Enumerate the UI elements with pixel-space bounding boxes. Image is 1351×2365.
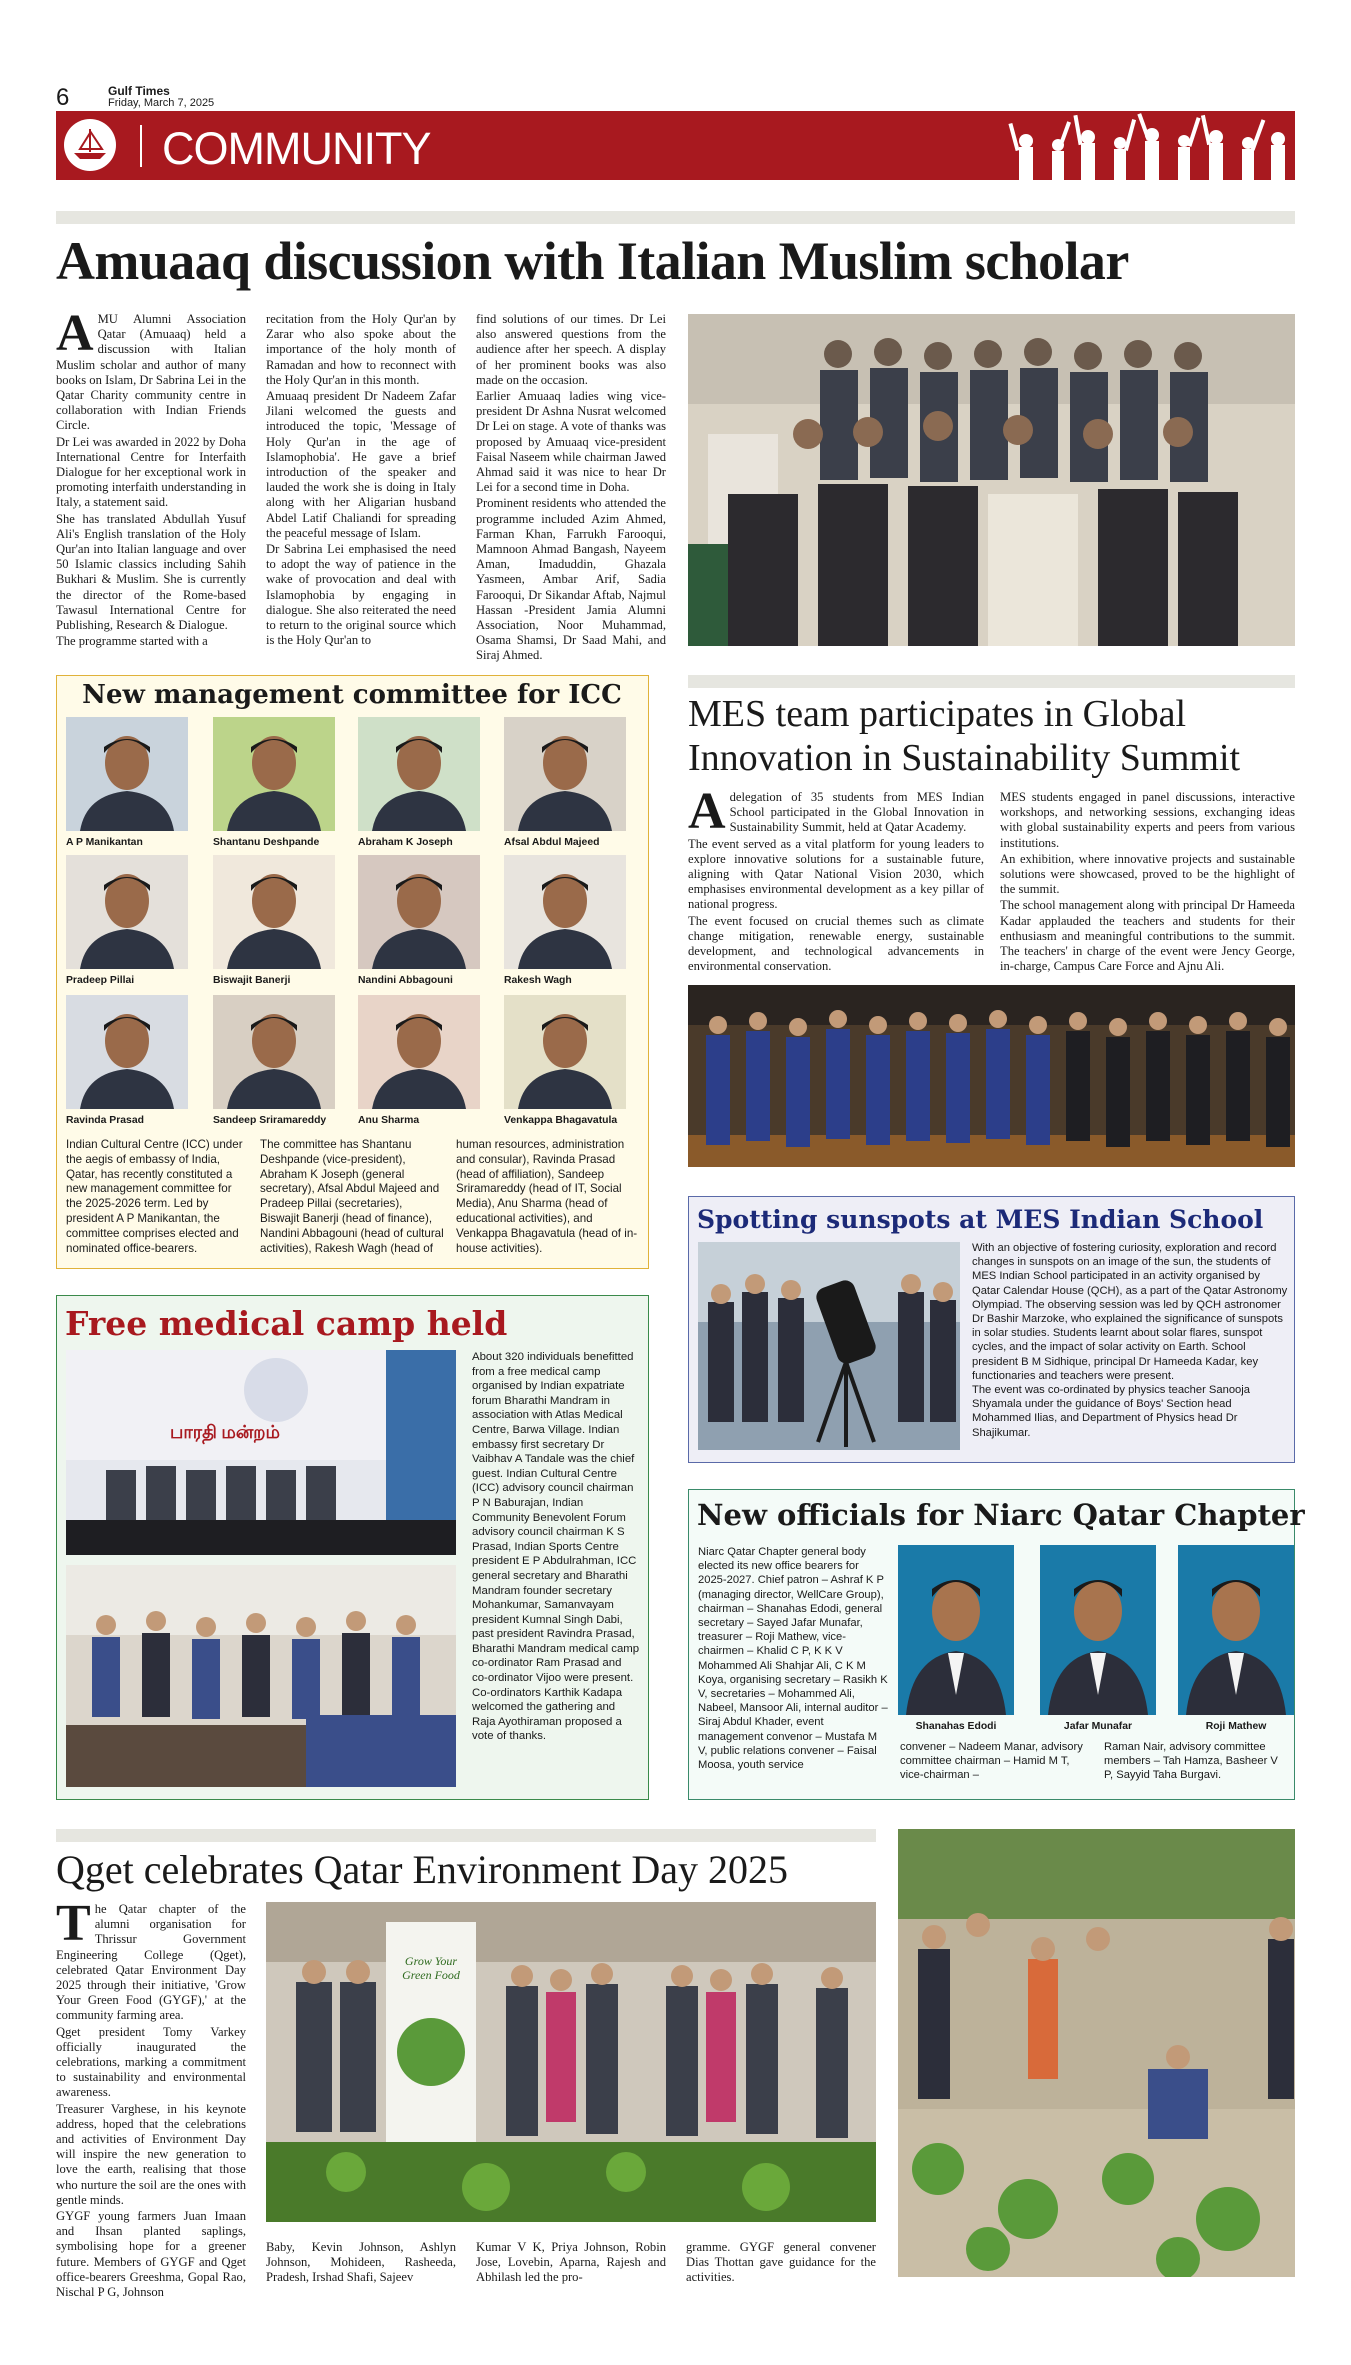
paragraph: Earlier Amuaaq ladies wing vice-president Dr Ashna Nusrat welcomed Dr Lei on stage. A vote of thanks was proposed by Amuaaq vice-president Faisal Naseem while chairman Jawed Ahmad said it was nice to hear Dr Lei for a second time in Doha. (476, 389, 666, 495)
qget-garden-photo (898, 1829, 1295, 2277)
paragraph: The event was co-ordinated by physics teacher Sanooja Shyamala under the guidance of Boys' Section head Mohammed Ilias, and Department of Physics head Dr Shajikumar. (972, 1384, 1250, 1439)
member-portrait (358, 855, 480, 969)
niarc-column-1: Niarc Qatar Chapter general body elected its new office bearers for 2025-2027. Chief patron – Ashraf K P (managing director, WellCare Group), chairman – Shanahas Edodi, general secretary – Sayed Jafar Munafar, treasurer – Roji Mathew, vice-chairmen – Khalid C P, K K V Mohammed Ali Shahjar Ali, C K M Koya, organising secretary – Rasikh K V, secretaries – Mohammed Ali, Nabeel, Mansoor Ali, internal auditor – Siraj Abdul Khader, event management convenor – Mustafa M V, public relations convener – Faisal Moosa, youth service (698, 1546, 888, 1772)
paragraph: he Qatar chapter of the alumni organisation for Thrissur Government Engineering College (Qget), celebrated Qatar Environment Day 2025 through their initiative, 'Grow Your Green Food (GYGF),' at the community farming area. (56, 1902, 246, 2023)
icc-member (504, 995, 626, 1126)
member-name: Shantanu Deshpande (213, 837, 320, 848)
member-portrait (358, 717, 480, 831)
drop-cap: A (688, 783, 726, 840)
icc-member (358, 717, 480, 848)
amuaaq-column-1 (56, 305, 246, 650)
sunspots-body (972, 1241, 1288, 1440)
official-name: Shanahas Edodi (915, 1721, 997, 1732)
publication-name: Gulf Times (108, 84, 170, 98)
paragraph: GYGF young farmers Juan Imaan and Ihsan planted saplings, symbolising hope for a greener future. Members of GYGF and Qget office-bearers Greeshma, Gopal Rao, Nischal P G, Johnson (56, 2209, 246, 2300)
official-portrait (1040, 1545, 1156, 1715)
amuaaq-headline: Amuaaq discussion with Italian Muslim scholar (56, 231, 1129, 291)
amuaaq-column-3 (476, 312, 666, 665)
icc-member (66, 855, 188, 986)
paragraph: The event focused on crucial themes such as climate change mitigation, renewable energy, sustainable development, and technological advancements in environmental conservation. (688, 913, 984, 974)
publication-date: Friday, March 7, 2025 (108, 97, 215, 109)
official-portrait (898, 1545, 1014, 1715)
member-portrait (504, 717, 626, 831)
member-name: Rakesh Wagh (504, 975, 572, 986)
official-portrait (1178, 1545, 1294, 1715)
paragraph: MU Alumni Association Qatar (Amuaaq) held a discussion with Italian Muslim scholar and author of many books on Islam, Dr Sabrina Lei in the Qatar Charity community centre in collaboration with Indian Friends Circle. (56, 312, 246, 433)
paragraph: The school management along with principal Dr Hameeda Kadar applauded the teachers and students for their enthusiasm and meaningful contributions to the summit. The teachers' in charge of the event were Jency George, in-charge, Campus Care Force and Ajnu Ali. (1000, 898, 1295, 974)
section-title: COMMUNITY (162, 123, 431, 174)
member-name: Sandeep Sriramareddy (213, 1115, 327, 1126)
icc-member (213, 855, 335, 986)
paragraph: delegation of 35 students from MES Indian School participated in the Global Innovation in Sustainability Summit, held at Qatar Academy. (729, 790, 984, 835)
icc-member (66, 995, 188, 1126)
medical-headline: Free medical camp held (65, 1304, 508, 1343)
paragraph: MES students engaged in panel discussions, interactive workshops, and networking sessions, exchanging ideas with global sustainability experts and peers from various institutions. (1000, 790, 1295, 850)
member-name: Anu Sharma (358, 1115, 420, 1126)
paragraph: Amuaaq president Dr Nadeem Zafar Jilani welcomed the guests and introduced the topic, 'Message of Holy Qur'an in the age of Islamophobia'. He gave a brief introduction of the speaker and lauded the work she is doing in Italy along with her Aligarian husband Abdel Latif Chaliandi for spreading the peaceful message of Islam. (266, 389, 456, 540)
member-portrait (358, 995, 480, 1109)
icc-column-1: Indian Cultural Centre (ICC) under the aegis of embassy of India, Qatar, has recently constituted a new management committee for the 2025-2026 term. Led by president A P Manikantan, the committee comprises elected and nominated office-bearers. (66, 1138, 243, 1255)
amuaaq-column-2 (266, 312, 456, 649)
member-portrait (213, 717, 335, 831)
member-portrait (66, 995, 188, 1109)
icc-member (358, 855, 480, 986)
mes-column-2 (1000, 790, 1295, 975)
icc-member (213, 717, 335, 848)
mes-headline-line-1: MES team participates in Global (688, 693, 1187, 735)
drop-cap: T (56, 1895, 91, 1952)
member-portrait (504, 995, 626, 1109)
mes-headline-line-2: Innovation in Sustainability Summit (688, 737, 1241, 779)
medical-banner-text: பாரதி மன்றம் (170, 1422, 281, 1442)
member-portrait (504, 855, 626, 969)
niarc-headline: New officials for Niarc Qatar Chapter (697, 1498, 1305, 1532)
mes-column-1 (688, 783, 984, 975)
story-rule (56, 1829, 876, 1842)
paragraph: Treasurer Varghese, in his keynote address, hoped that the celebrations and activities of Environment Day will inspire the new generation to love the earth, realising that those who nurture the soil are the ones with gentle minds. (56, 2101, 246, 2207)
banner-divider (140, 125, 142, 167)
drop-cap: A (56, 305, 94, 362)
paragraph: recitation from the Holy Qur'an by Zarar who also spoke about the importance of the holy month of Ramadan and how to reconnect with the Holy Qur'an in this month. (266, 312, 456, 387)
qget-headline: Qget celebrates Qatar Environment Day 2025 (56, 1847, 788, 1892)
paragraph: Dr Lei was awarded in 2022 by Doha International Centre for Interfaith Dialogue for her exceptional work in promoting interfaith understanding in Italy, a statement said. (56, 434, 246, 510)
section-banner (56, 111, 1295, 180)
icc-column-2: The committee has Shantanu Deshpande (vice-president), Abraham K Joseph (general secretary), Afsal Abdul Majeed and Pradeep Pillai (secretaries), Biswajit Banerji (head of finance), Nandini Abbagouni (head of cultural activities), Rakesh Wagh (head of (260, 1138, 444, 1255)
story-rule (56, 211, 1295, 224)
qget-banner-title: Grow Your Green Food (402, 1954, 460, 1982)
niarc-official (1040, 1545, 1156, 1732)
qget-column-3: Kumar V K, Priya Johnson, Robin Jose, Lovebin, Aparna, Rajesh and Abhilash led the pro- (476, 2240, 666, 2285)
mes-summit-photo (688, 985, 1295, 1167)
sunspots-headline: Spotting sunspots at MES Indian School (697, 1205, 1264, 1234)
paragraph: With an objective of fostering curiosity, exploration and record changes in sunspots on an image of the sun, the students of MES Indian School participated in an activity organised by Qatar Calendar House (QCH), as a part of the Qatar Astronomy Olympiad. The observing session was led by QCH astronomer Dr Bashir Marzoke, who explained the significance of sunspots in solar studies. Students learnt about solar flares, sunspot cycles, and the impact of solar activity on Earth. School president B M Sidhique, principal Dr Hameeda Kadar, key functionaries and teachers were present. (972, 1242, 1288, 1382)
icc-member (358, 995, 480, 1126)
medical-camp-photo-1 (66, 1350, 456, 1555)
paragraph: Qget president Tomy Varkey officially inaugurated the celebrations, marking a commitment to sustainability and environmental awareness. (56, 2024, 246, 2100)
page-number: 6 (56, 84, 70, 111)
niarc-column-3: Raman Nair, advisory committee members – Tah Hamza, Basheer V P, Sayyid Taha Burgavi. (1104, 1741, 1278, 1782)
sunspots-photo (698, 1242, 960, 1450)
qget-column-4: gramme. GYGF general convener Dias Thottan gave guidance for the activities. (686, 2240, 876, 2285)
paragraph: Prominent residents who attended the programme included Azim Ahmed, Farman Khan, Farrukh Farooqui, Mamnoon Ahmad Bangash, Nayeem Aman, Imaduddin, Ghazala Yasmeen, Ambar Arif, Sadia Farooqui, Dr Sikandar Aftab, Najmul Hassan -President Jamia Alumni Association, Noor Muhammad, Osama Shamsi, Dr Saad Mahi, and Siraj Ahmed. (476, 496, 666, 663)
icc-headline: New management committee for ICC (82, 680, 622, 710)
paragraph: She has translated Abdullah Yusuf Ali's English translation of the Holy Qur'an into Italian language and over 50 Islamic classics including Sahih Bukhari & Muslim. She is currently the director of the Rome-based Tawasul International Centre for Publishing, Research & Dialogue. (56, 511, 246, 633)
icc-member (504, 855, 626, 986)
icc-member (213, 995, 335, 1126)
niarc-column-2: convener – Nadeem Manar, advisory committee chairman – Hamid M T, vice-chairman – (900, 1741, 1083, 1782)
member-portrait (66, 717, 188, 831)
ship-icon (64, 119, 116, 171)
medical-camp-photo-2 (66, 1565, 456, 1787)
paragraph: The programme started with a (56, 634, 208, 649)
niarc-official (1178, 1545, 1294, 1732)
qget-column-1 (56, 1895, 246, 2301)
amuaaq-group-photo (688, 314, 1295, 646)
official-name: Jafar Munafar (1063, 1721, 1133, 1732)
member-portrait (213, 855, 335, 969)
member-name: A P Manikantan (66, 837, 143, 848)
crowd-silhouette (996, 111, 1295, 180)
icc-member (504, 717, 626, 848)
member-portrait (213, 995, 335, 1109)
official-name: Roji Mathew (1205, 1721, 1267, 1732)
paragraph: The event served as a vital platform for young leaders to explore innovative solutions for a sustainable future, aligning with Qatar National Vision 2030, which emphasises environmental development as a key pillar of national progress. (688, 836, 984, 912)
icc-column-3: human resources, administration and consular), Ravinda Prasad (head of affiliation), Sandeep Sriramareddy (head of IT, Social Media), Anu Sharma (head of educational activities), and Venkappa Bhagavatula (head of in-house activities). (456, 1138, 638, 1255)
member-name: Ravinda Prasad (66, 1115, 144, 1126)
member-name: Biswajit Banerji (213, 975, 291, 986)
icc-member (66, 717, 188, 848)
paragraph: Dr Sabrina Lei emphasised the need to adopt the way of patience in the wake of provocation and deal with Islamophobia by engaging in dialogue. She also reiterated the need to return to the original source which is the Holy Qur'an to (266, 542, 456, 648)
niarc-official (898, 1545, 1014, 1732)
paragraph: An exhibition, where innovative projects and sustainable solutions were showcased, proved to be the highlight of the summit. (1000, 851, 1295, 897)
medical-body: About 320 individuals benefitted from a free medical camp organised by Indian expatriate forum Bharathi Mandram in association with Atlas Medical Centre, Barwa Village. Indian embassy first secretary Dr Vaibhav A Tandale was the chief guest. Indian Cultural Centre (ICC) advisory council chairman P N Baburajan, Indian Community Benevolent Forum advisory council chairman K S Prasad, Indian Sports Centre president E P Abdulrahman, ICC general secretary and Bharathi Mandram founder secretary Mohankumar, Samanvayam president Kumnal Singh Dabi, past president Ravindra Prasad, Bharathi Mandram medical camp co-ordinator Ram Prasad and co-ordinator Vijoo were present. Co-ordinators Karthik Kadapa welcomed the gathering and Raja Ayothiraman proposed a vote of thanks. (472, 1351, 640, 1743)
member-name: Venkappa Bhagavatula (504, 1115, 618, 1126)
paragraph: find solutions of our times. Dr Lei also answered questions from the audience after her speech. A display of her prominent books was also made on the occasion. (476, 312, 666, 387)
qget-column-2: Baby, Kevin Johnson, Ashlyn Johnson, Mohideen, Rasheeda, Pradesh, Irshad Shafi, Sajeev (266, 2240, 456, 2285)
member-name: Nandini Abbagouni (358, 975, 453, 986)
member-name: Pradeep Pillai (66, 975, 135, 986)
member-name: Abraham K Joseph (358, 837, 453, 848)
story-rule (688, 675, 1295, 688)
member-name: Afsal Abdul Majeed (504, 837, 600, 848)
qget-group-photo (266, 1902, 876, 2222)
member-portrait (66, 855, 188, 969)
